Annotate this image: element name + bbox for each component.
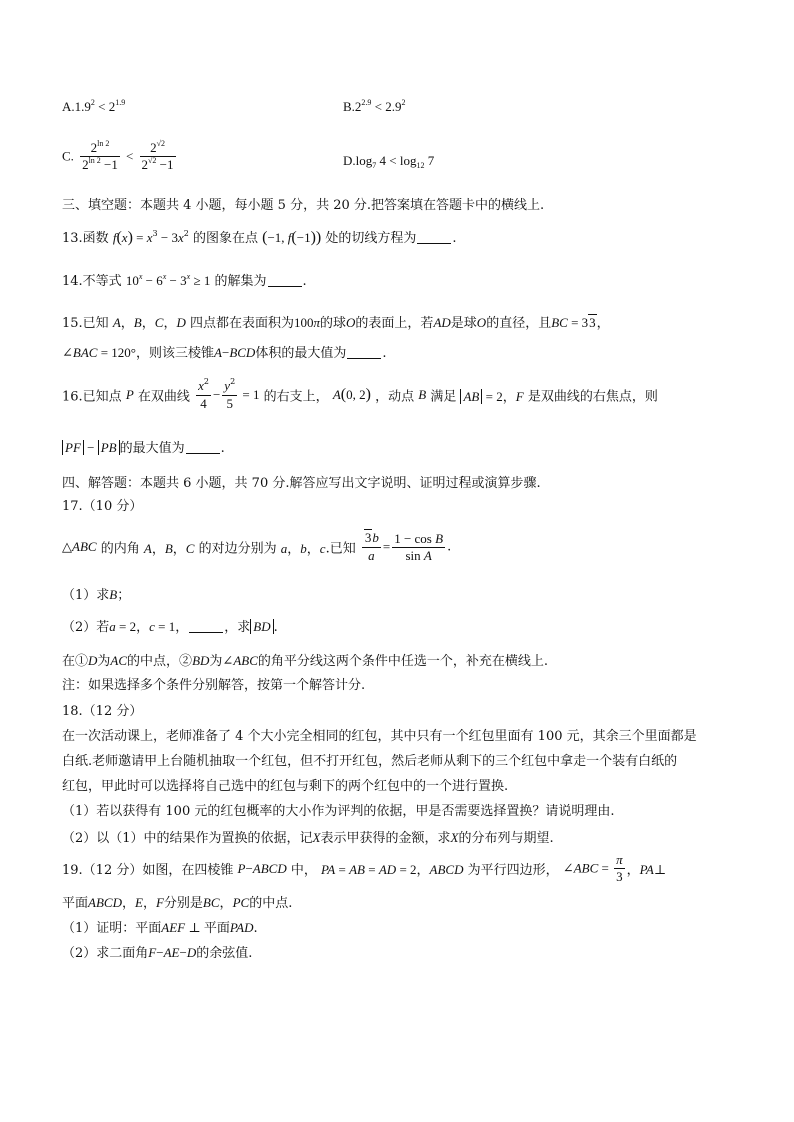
q17-cond-text-5: 的角平分线这两个条件中任选一个，补充在横线上.: [257, 654, 549, 669]
question-19-part-2: （2）求二面角F−AE−D的余弦值.: [62, 945, 253, 961]
q19-text-3: 为平行四边形，: [467, 863, 559, 878]
option-d: $D.\log_7$ $4 < \log_{12} 7$: [343, 153, 435, 170]
answer-blank[interactable]: [268, 274, 302, 287]
q17-cond-text-3: 的中点，②: [127, 654, 193, 669]
section4-heading: 四、解答题：本题共 6 小题，共 70 分.解答应写出文字说明、证明过程或演算步骤.: [62, 476, 541, 491]
option-a: $A.1.9^2 < 2^{1.9}$: [62, 98, 126, 114]
q14-text-1: 14.不等式: [62, 274, 122, 289]
q17-part2-text-1: （2）若: [62, 620, 110, 635]
q17-part1-text: （1）求: [62, 588, 110, 603]
q18-part2-text-2: 表示甲获得的金额，求: [320, 831, 451, 846]
q13-text-3: 处的切线方程为: [325, 231, 417, 246]
q16-text-4: ，动点: [375, 389, 415, 405]
q16-text-2: 在双曲线: [137, 389, 190, 405]
question-17-note: 注：如果选择多个条件分别解答，按第一个解答计分.: [62, 678, 366, 693]
answer-blank[interactable]: [189, 620, 223, 633]
question-16-line-1: 16.已知点 P 在双曲线 $\frac{x^2}{4}$ − $\frac{y^2}{5}$ = 1 的右支上， A(0, 2) ，动点 B 满足 AB = 2，F 是双曲线的右焦点，则: [62, 377, 658, 411]
question-19-line-1: 19.（12 分）如图，在四棱锥 P−ABCD 中， PA = AB = AD = 2，ABCD 为平行四边形， ∠ABC = $\frac{\pi}{3}$ ，PA⊥: [62, 852, 667, 884]
question-17-stem: △ABC 的内角 A，B，C 的对边分别为 a，b，c.已知 $\frac{3b}{a}$ = $\frac{\text{1 − cos B}}{\text{sin A}}$ .: [62, 530, 452, 563]
q18-part2-text-1: （2）以（1）中的结果作为置换的依据，记: [62, 831, 313, 846]
q16-text-7: 的最大值为: [119, 441, 185, 456]
q15-text-5: 是球: [450, 316, 477, 331]
q19-text-1: 19.（12 分）如图，在四棱锥: [62, 863, 234, 878]
q14-text-2: 的解集为: [214, 274, 267, 289]
q19-text-4: 平面: [62, 896, 89, 911]
q18-line-3: 红包，甲此时可以选择将自己选中的红包与剩下的两个红包中的一个进行置换.: [62, 779, 509, 794]
answer-blank[interactable]: [417, 231, 451, 244]
q19-part2-text-2: 的余弦值.: [196, 946, 253, 961]
q19-text-6: 的中点.: [249, 896, 293, 911]
question-17-part-1: （1）求B；: [62, 587, 131, 603]
q19-part2-text-1: （2）求二面角: [62, 946, 149, 961]
q15-text-8: 体积的最大值为: [255, 346, 347, 361]
question-17-conditions: 在①D为AC的中点，②BD为∠ABC的角平分线这两个条件中任选一个，补充在横线上.: [62, 653, 549, 669]
q17-text-3: .已知: [325, 541, 356, 557]
question-14: 14.不等式 $10^x - 6^x - 3^x \ge 1$ 的解集为 .: [62, 272, 307, 289]
option-b: $B.2^{2.9} < 2.9^2$: [343, 98, 406, 114]
q15-text-1: 15.已知: [62, 316, 109, 331]
q17-text-2: 的对边分别为: [198, 541, 277, 557]
question-16-line-2: PF − PB 的最大值为 .: [62, 439, 225, 458]
q17-heading: 17.（10 分）: [62, 499, 143, 514]
question-17-part-2: （2）若a = 2，c = 1， ，求 BD .: [62, 619, 278, 635]
q15-text-3: 的球: [320, 316, 347, 331]
q15-text-2: 四点都在表面积为: [189, 316, 294, 331]
section3-heading: 三、填空题：本题共 4 小题，每小题 5 分，共 20 分.把答案填在答题卡中的横线上.: [62, 198, 545, 213]
q19-text-5: 分别是: [163, 896, 203, 911]
q19-part1-text-1: （1）证明：平面: [62, 921, 162, 936]
q13-text-2: 的图象在点: [192, 231, 258, 246]
q19-text-2: 中，: [290, 863, 317, 878]
q17-cond-text-2: 为: [97, 654, 111, 669]
question-15-line-1: 15.已知 A，B，C，D 四点都在表面积为100π的球O的表面上，若AD是球O的直径，且BC = 33，: [62, 315, 610, 331]
q18-part-1: （1）若以获得有 100 元的红包概率的大小作为评判的依据，甲是否需要选择置换？请说明理由.: [62, 804, 615, 819]
q18-line-1: 在一次活动课上，老师准备了 4 个大小完全相同的红包，其中只有一个红包里面有 100 元，其余三个里面都是: [62, 729, 697, 744]
q17-cond-text-1: 在①: [62, 654, 89, 669]
q16-text-5: 满足: [430, 389, 457, 405]
q18-part2-text-3: 的分布列与期望.: [458, 831, 554, 846]
answer-blank[interactable]: [186, 441, 220, 454]
q15-text-4: 的表面上，若: [355, 316, 434, 331]
question-18-part-2: （2）以（1）中的结果作为置换的依据，记X表示甲获得的金额，求X的分布列与期望.: [62, 830, 554, 846]
question-15-line-2: ∠BAC = 120°，则该三棱锥A−BCD体积的最大值为 .: [62, 345, 387, 361]
question-13: 13.函数 $f(x) = x^3 - 3x^2$ 的图象在点 (−1, f(−1)) 处的切线方程为 .: [62, 229, 457, 246]
q15-text-7: ，则该三棱锥: [136, 346, 215, 361]
q15-text-6: 的直径，且: [486, 316, 552, 331]
option-c: C. $\frac{2^{ln 2}}{2^{ln 2} -1}$ < $\frac{2^{√2}}{2^{√2} -1}$: [62, 139, 174, 172]
q17-text-1: 的内角: [100, 541, 140, 557]
q16-text-1: 16.已知点: [62, 389, 122, 405]
q18-line-2: 白纸.老师邀请甲上台随机抽取一个红包，但不打开红包，然后老师从剩下的三个红包中拿走一个装有白纸的: [62, 754, 678, 769]
q19-part1-text-2: 平面: [203, 921, 230, 936]
question-19-part-1: （1）证明：平面AEF ⊥ 平面PAD.: [62, 920, 258, 936]
q18-heading: 18.（12 分）: [62, 704, 143, 719]
question-19-line-2: 平面ABCD，E，F分别是BC，PC的中点.: [62, 895, 293, 911]
q17-cond-text-4: 为: [209, 654, 223, 669]
q13-text-1: 13.函数: [62, 231, 109, 246]
q17-part2-text-2: ，求: [224, 620, 251, 635]
q16-text-6: 是双曲线的右焦点，则: [527, 389, 658, 405]
q16-text-3: 的右支上，: [263, 389, 329, 405]
answer-blank[interactable]: [347, 346, 381, 359]
